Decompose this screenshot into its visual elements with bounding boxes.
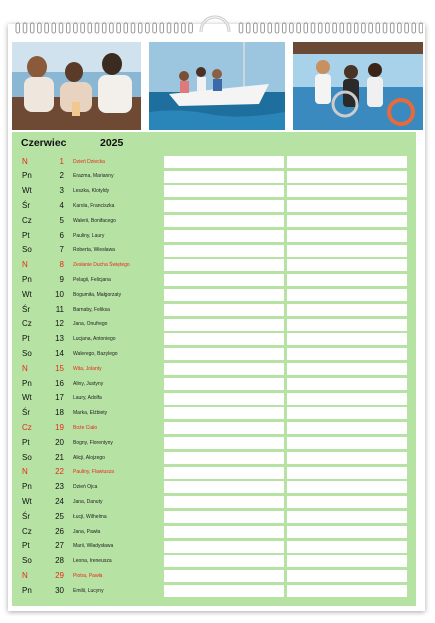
name-day-text: Leona, Ireneusza <box>73 558 112 565</box>
year-title: 2025 <box>100 137 124 149</box>
day-number: 21 <box>55 452 64 462</box>
day-number: 22 <box>55 467 64 477</box>
day-row <box>12 391 416 406</box>
note-cell-2[interactable] <box>287 230 407 242</box>
photo-yacht-at-sea <box>149 42 285 130</box>
note-cell-1[interactable] <box>164 200 284 212</box>
note-cell-2[interactable] <box>287 570 407 582</box>
day-number: 29 <box>55 570 64 580</box>
day-row <box>12 332 416 347</box>
name-day-text: Dzień Dziecka <box>73 158 105 165</box>
name-day-text: Marka, Elżbiety <box>73 410 108 417</box>
day-of-week: Śr <box>22 200 30 210</box>
day-row <box>12 406 416 421</box>
day-number: 18 <box>55 408 64 418</box>
note-cell-2[interactable] <box>287 304 407 316</box>
name-day-text: Laury, Adolfa <box>73 395 102 402</box>
note-cell-1[interactable] <box>164 378 284 390</box>
name-day-text: Bogumiła, Małgorzaty <box>73 291 122 298</box>
day-row <box>12 569 416 584</box>
day-number: 20 <box>55 437 64 447</box>
photo-strip <box>12 42 423 130</box>
name-day-text: Boże Ciało <box>73 424 98 431</box>
day-of-week: So <box>22 556 32 566</box>
day-number: 16 <box>55 378 64 388</box>
note-cell-2[interactable] <box>287 437 407 449</box>
day-row <box>12 480 416 495</box>
name-day-text: Leszka, Klotyldy <box>73 188 110 195</box>
note-cell-2[interactable] <box>287 555 407 567</box>
note-cell-2[interactable] <box>287 511 407 523</box>
note-cell-1[interactable] <box>164 496 284 508</box>
note-cell-1[interactable] <box>164 215 284 227</box>
day-of-week: Pt <box>22 230 30 240</box>
note-cell-2[interactable] <box>287 289 407 301</box>
note-cell-1[interactable] <box>164 526 284 538</box>
day-row <box>12 510 416 525</box>
day-of-week: Wt <box>22 496 32 506</box>
name-day-text: Pelagii, Felicjana <box>73 276 111 283</box>
day-row <box>12 184 416 199</box>
note-cell-2[interactable] <box>287 378 407 390</box>
day-of-week: Wt <box>22 289 32 299</box>
note-cell-1[interactable] <box>164 304 284 316</box>
day-number: 9 <box>59 274 64 284</box>
name-day-text: Emilii, Lucyny <box>73 587 104 594</box>
day-of-week: N <box>22 363 28 373</box>
day-number: 10 <box>55 289 64 299</box>
day-number: 8 <box>59 260 64 270</box>
day-row <box>12 243 416 258</box>
note-cell-2[interactable] <box>287 245 407 257</box>
day-row <box>12 229 416 244</box>
name-day-text: Barnaby, Feliksa <box>73 306 110 313</box>
day-of-week: Cz <box>22 422 32 432</box>
note-cell-1[interactable] <box>164 407 284 419</box>
day-number: 3 <box>59 186 64 196</box>
day-of-week: Pt <box>22 541 30 551</box>
day-of-week: Pn <box>22 378 32 388</box>
note-cell-1[interactable] <box>164 289 284 301</box>
day-row <box>12 303 416 318</box>
note-cell-2[interactable] <box>287 452 407 464</box>
note-cell-2[interactable] <box>287 259 407 271</box>
note-cell-2[interactable] <box>287 200 407 212</box>
name-day-text: Alicji, Alojzego <box>73 454 105 461</box>
day-row <box>12 377 416 392</box>
day-of-week: N <box>22 156 28 166</box>
name-day-text: Wita, Jolanty <box>73 365 102 372</box>
note-cell-2[interactable] <box>287 274 407 286</box>
name-day-text: Jana, Danuty <box>73 498 103 505</box>
note-cell-2[interactable] <box>287 393 407 405</box>
note-cell-2[interactable] <box>287 496 407 508</box>
name-day-text: Piotra, Pawła <box>73 572 103 579</box>
day-of-week: Pn <box>22 482 32 492</box>
name-day-text: Jana, Onufrego <box>73 321 108 328</box>
note-cell-1[interactable] <box>164 348 284 360</box>
name-day-text: Zesłanie Ducha Świętego <box>73 262 130 269</box>
name-day-text: Jana, Pawła <box>73 528 101 535</box>
note-cell-1[interactable] <box>164 333 284 345</box>
note-cell-1[interactable] <box>164 467 284 479</box>
day-number: 12 <box>55 319 64 329</box>
note-cell-1[interactable] <box>164 555 284 567</box>
day-of-week: N <box>22 570 28 580</box>
name-day-text: Erazma, Marianny <box>73 173 114 180</box>
wire-binding-icon <box>12 22 423 34</box>
day-number: 25 <box>55 511 64 521</box>
day-row <box>12 421 416 436</box>
name-day-text: Aliny, Justyny <box>73 380 104 387</box>
day-of-week: Cz <box>22 215 32 225</box>
day-number: 4 <box>59 200 64 210</box>
day-row <box>12 155 416 170</box>
note-cell-2[interactable] <box>287 467 407 479</box>
note-cell-2[interactable] <box>287 407 407 419</box>
day-row <box>12 214 416 229</box>
note-cell-1[interactable] <box>164 185 284 197</box>
note-cell-2[interactable] <box>287 363 407 375</box>
day-of-week: Śr <box>22 304 30 314</box>
day-number: 26 <box>55 526 64 536</box>
day-number: 11 <box>55 304 64 314</box>
day-number: 2 <box>59 171 64 181</box>
day-of-week: Pn <box>22 171 32 181</box>
note-cell-1[interactable] <box>164 245 284 257</box>
month-title: Czerwiec <box>21 137 67 149</box>
day-row <box>12 525 416 540</box>
day-row <box>12 362 416 377</box>
day-of-week: Śr <box>22 511 30 521</box>
note-cell-1[interactable] <box>164 319 284 331</box>
day-of-week: N <box>22 467 28 477</box>
note-cell-1[interactable] <box>164 259 284 271</box>
day-number: 15 <box>55 363 64 373</box>
day-of-week: So <box>22 452 32 462</box>
note-cell-1[interactable] <box>164 570 284 582</box>
note-cell-1[interactable] <box>164 156 284 168</box>
day-row <box>12 317 416 332</box>
day-number: 17 <box>55 393 64 403</box>
day-of-week: So <box>22 348 32 358</box>
day-of-week: Pt <box>22 334 30 344</box>
day-of-week: Wt <box>22 393 32 403</box>
day-row <box>12 258 416 273</box>
name-day-text: Walerego, Bazylego <box>73 350 118 357</box>
note-cell-1[interactable] <box>164 274 284 286</box>
day-number: 5 <box>59 215 64 225</box>
name-day-text: Dzień Ojca <box>73 484 98 491</box>
day-row <box>12 169 416 184</box>
note-cell-1[interactable] <box>164 541 284 553</box>
day-number: 23 <box>55 482 64 492</box>
day-number: 30 <box>55 585 64 595</box>
day-of-week: Wt <box>22 186 32 196</box>
name-day-text: Karola, Franciszka <box>73 202 115 209</box>
note-cell-2[interactable] <box>287 541 407 553</box>
note-cell-1[interactable] <box>164 230 284 242</box>
day-number: 14 <box>55 348 64 358</box>
day-row <box>12 199 416 214</box>
note-cell-2[interactable] <box>287 481 407 493</box>
day-of-week: N <box>22 260 28 270</box>
name-day-text: Pauliny, Flawiusza <box>73 469 115 476</box>
day-of-week: Cz <box>22 526 32 536</box>
name-day-text: Walerii, Bonifacego <box>73 217 116 224</box>
day-of-week: Pn <box>22 274 32 284</box>
note-cell-2[interactable] <box>287 215 407 227</box>
note-cell-2[interactable] <box>287 333 407 345</box>
name-day-text: Roberta, Wiesława <box>73 247 115 254</box>
note-cell-2[interactable] <box>287 319 407 331</box>
note-cell-1[interactable] <box>164 171 284 183</box>
day-row <box>12 436 416 451</box>
day-row <box>12 273 416 288</box>
note-cell-2[interactable] <box>287 526 407 538</box>
day-number: 19 <box>55 422 64 432</box>
name-day-text: Bogny, Florentyny <box>73 439 113 446</box>
day-number: 27 <box>55 541 64 551</box>
photo-friends-on-deck <box>12 42 141 130</box>
day-row <box>12 347 416 362</box>
day-number: 13 <box>55 334 64 344</box>
name-day-text: Lucjana, Antoniego <box>73 336 116 343</box>
note-cell-2[interactable] <box>287 185 407 197</box>
day-of-week: Pn <box>22 585 32 595</box>
note-cell-2[interactable] <box>287 422 407 434</box>
note-cell-1[interactable] <box>164 585 284 597</box>
note-cell-1[interactable] <box>164 481 284 493</box>
day-number: 24 <box>55 496 64 506</box>
day-row <box>12 451 416 466</box>
day-number: 1 <box>59 156 64 166</box>
day-row <box>12 539 416 554</box>
note-cell-1[interactable] <box>164 393 284 405</box>
day-number: 6 <box>59 230 64 240</box>
note-cell-1[interactable] <box>164 363 284 375</box>
note-cell-2[interactable] <box>287 171 407 183</box>
day-row <box>12 584 416 599</box>
day-row <box>12 554 416 569</box>
day-row <box>12 465 416 480</box>
photo-friends-at-helm <box>293 42 423 130</box>
day-of-week: Cz <box>22 319 32 329</box>
day-of-week: So <box>22 245 32 255</box>
note-cell-1[interactable] <box>164 452 284 464</box>
name-day-text: Pauliny, Laury <box>73 232 105 239</box>
day-row <box>12 495 416 510</box>
day-of-week: Śr <box>22 408 30 418</box>
note-cell-1[interactable] <box>164 422 284 434</box>
day-row <box>12 288 416 303</box>
day-number: 7 <box>59 245 64 255</box>
note-cell-1[interactable] <box>164 511 284 523</box>
day-number: 28 <box>55 556 64 566</box>
note-cell-1[interactable] <box>164 437 284 449</box>
name-day-text: Łucji, Wilhelma <box>73 513 107 520</box>
day-of-week: Pt <box>22 437 30 447</box>
name-day-text: Marii, Władysława <box>73 543 114 550</box>
note-cell-2[interactable] <box>287 585 407 597</box>
note-cell-2[interactable] <box>287 156 407 168</box>
note-cell-2[interactable] <box>287 348 407 360</box>
